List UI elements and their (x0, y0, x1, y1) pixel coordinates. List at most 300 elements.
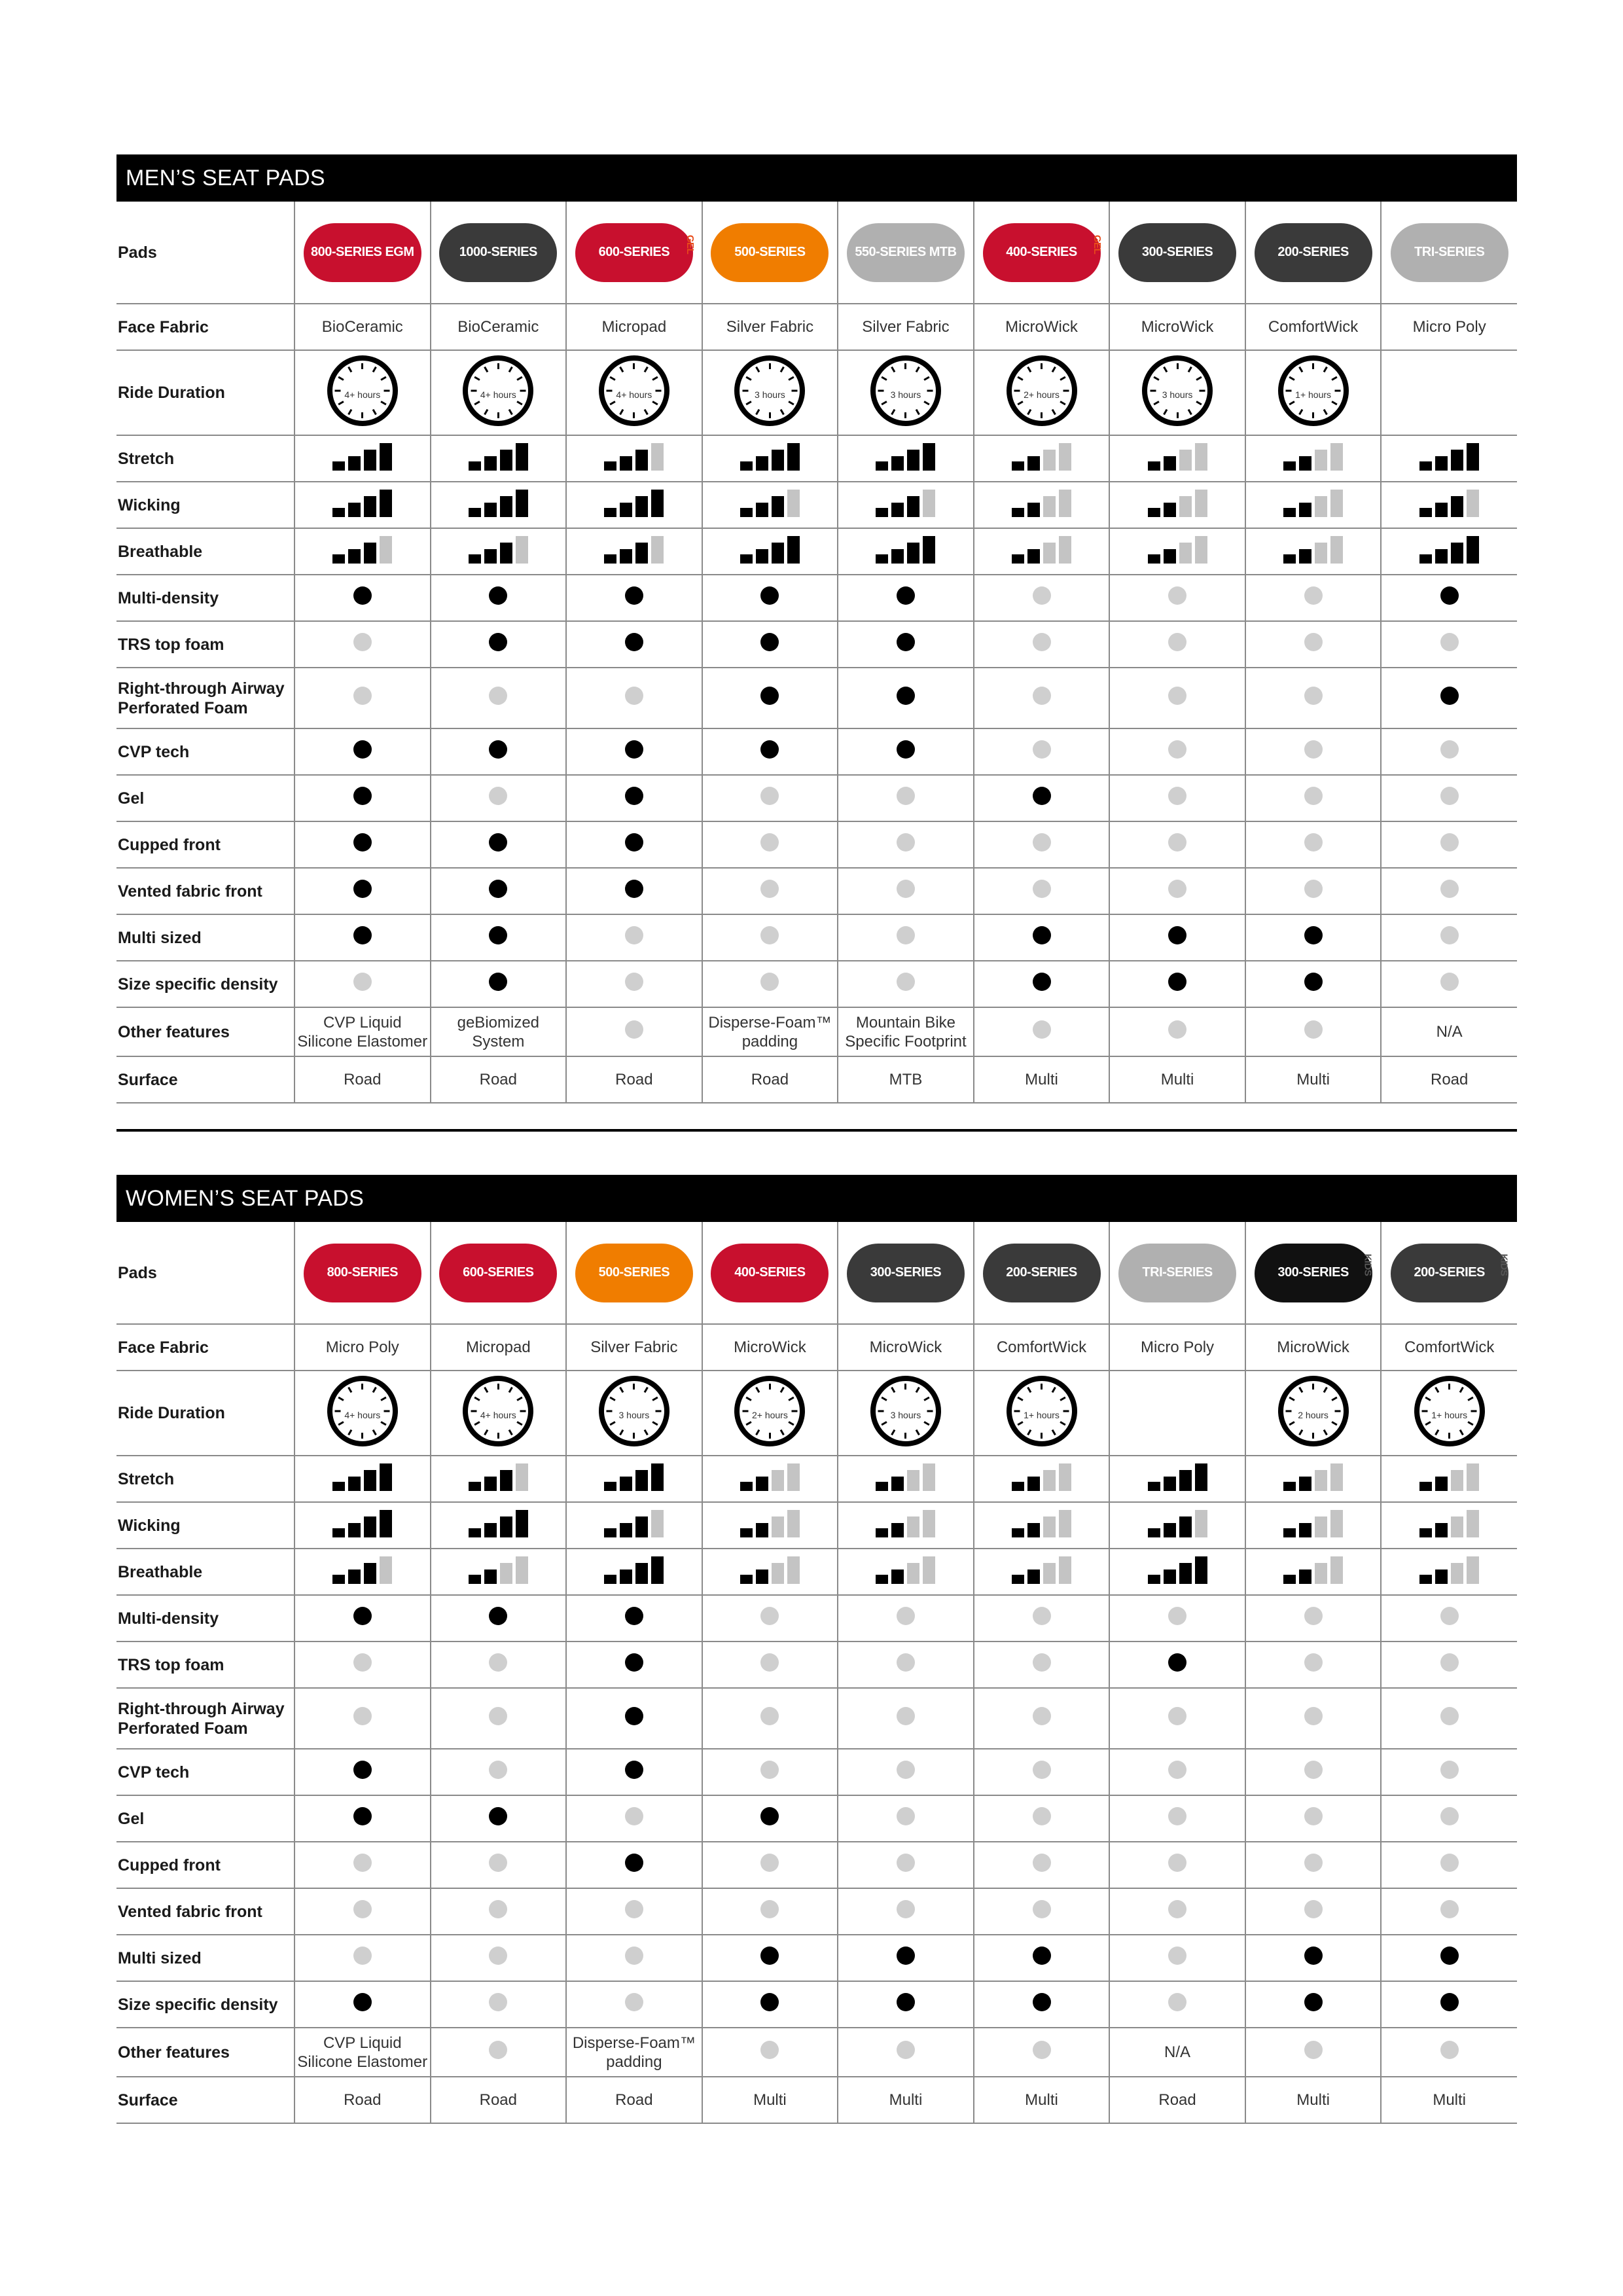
cell (1109, 775, 1245, 821)
feature-no-dot (1168, 1761, 1186, 1779)
row-trs-top-foam (116, 1641, 1517, 1688)
clock-tick (891, 366, 896, 372)
clock-tick (497, 412, 499, 418)
rating-bar (787, 536, 800, 564)
ride-duration-text: 3 hours (755, 389, 785, 400)
feature-yes-dot (897, 633, 915, 651)
clock-tick (348, 408, 352, 414)
feature-no-dot (1304, 1900, 1323, 1918)
cell (838, 961, 974, 1007)
rating-bar (635, 1516, 648, 1537)
cell (974, 1641, 1110, 1688)
rating-bar (1012, 554, 1024, 564)
rating-bar (876, 1528, 888, 1537)
feature-no-dot (1440, 2041, 1459, 2059)
cell (1381, 1007, 1517, 1056)
rating-bar (1299, 1570, 1311, 1584)
feature-no-dot (1168, 740, 1186, 759)
feature-no-dot (1304, 1020, 1323, 1039)
cell (294, 435, 431, 482)
clock-tick (1425, 1396, 1431, 1401)
feature-no-dot (760, 1707, 779, 1725)
feature-yes-dot (489, 926, 507, 944)
feature-yes-dot (625, 1607, 643, 1625)
cell (1381, 775, 1517, 821)
rating-bar (620, 1570, 632, 1584)
cell (1245, 961, 1382, 1007)
ride-duration-value (604, 386, 664, 404)
rating-bar (604, 508, 616, 517)
feature-no-dot (1440, 833, 1459, 852)
cell (431, 961, 567, 1007)
rating-bar (1148, 1575, 1160, 1584)
row-breathable (116, 1549, 1517, 1595)
cell (1245, 1795, 1382, 1842)
seat-pad-image (1118, 1244, 1236, 1302)
cell (974, 1056, 1110, 1103)
stretch-rating-bars (740, 1462, 800, 1491)
ride-duration-value (876, 386, 936, 404)
wicking-rating-bars (740, 488, 800, 517)
clock-tick (652, 1396, 658, 1401)
row-label (116, 575, 294, 621)
surface-value: Multi (1296, 2091, 1330, 2109)
clock-tick (1435, 1386, 1439, 1392)
rating-bar (500, 1470, 512, 1491)
cell (838, 1502, 974, 1549)
cell (1109, 1222, 1245, 1324)
clock-tick (1027, 408, 1031, 414)
seat-pad-image (847, 223, 965, 282)
cell (431, 1007, 567, 1056)
cell (838, 1056, 974, 1103)
feature-yes-dot (489, 740, 507, 759)
cell (1381, 821, 1517, 868)
clock-tick (1312, 412, 1314, 418)
feature-no-dot (625, 973, 643, 991)
feature-no-dot (1033, 740, 1051, 759)
feature-no-dot (1168, 1707, 1186, 1725)
mens-comparison-table (116, 202, 1517, 1103)
cell (566, 821, 702, 868)
ride-duration-text: 2+ hours (751, 1409, 788, 1420)
clock-tick (361, 363, 363, 369)
feature-yes-dot (489, 833, 507, 852)
clock-tick (381, 376, 387, 380)
rating-bar (891, 456, 904, 471)
cell (974, 821, 1110, 868)
feature-yes-dot (1440, 687, 1459, 705)
feature-yes-dot (897, 740, 915, 759)
cell (431, 1641, 567, 1688)
rating-bar (1059, 1556, 1071, 1584)
clock-tick (1298, 366, 1303, 372)
clock-tick (361, 1384, 363, 1390)
cell (702, 821, 838, 868)
row-label-text: Stretch (118, 1469, 175, 1488)
cell (566, 621, 702, 668)
feature-no-dot (1033, 1807, 1051, 1825)
rating-bar (923, 1556, 935, 1584)
clock-tick (338, 1396, 344, 1401)
cell (1381, 1749, 1517, 1795)
cell (702, 528, 838, 575)
breathable-rating-bars (469, 535, 528, 564)
rating-bar (604, 1482, 616, 1491)
pad-series-label: TRI-SERIES (1142, 1265, 1213, 1280)
cell (1245, 202, 1382, 304)
rating-bar (469, 461, 481, 471)
cell (431, 1981, 567, 2028)
clock-tick (633, 1384, 635, 1390)
cell (974, 2077, 1110, 2123)
cell (702, 575, 838, 621)
cell (1109, 528, 1245, 575)
feature-no-dot (489, 1653, 507, 1672)
rating-bar (1179, 496, 1192, 517)
rating-bar (772, 496, 784, 517)
rating-bar (1315, 450, 1327, 471)
rating-bar (484, 1570, 497, 1584)
surface-value: Road (479, 2091, 517, 2109)
rating-bar (651, 490, 664, 517)
rating-bar (1451, 450, 1463, 471)
clock-tick (924, 1396, 930, 1401)
feature-yes-dot (1168, 926, 1186, 944)
cell (1245, 1842, 1382, 1888)
cell (566, 1795, 702, 1842)
wicking-rating-bars (1283, 488, 1343, 517)
feature-no-dot (1168, 633, 1186, 651)
rating-bar (635, 496, 648, 517)
rating-bar (348, 1477, 361, 1491)
row-other-features (116, 1007, 1517, 1056)
other-features-text: Disperse-Foam™ (708, 1013, 832, 1031)
clock-tick (891, 1429, 896, 1435)
cell (1245, 482, 1382, 528)
cell (566, 961, 702, 1007)
feature-no-dot (1168, 1854, 1186, 1872)
cell (1109, 1935, 1245, 1981)
feature-no-dot (1304, 787, 1323, 805)
row-label-text: Surface (118, 2090, 178, 2109)
clock-tick (1052, 366, 1056, 372)
pad-series-label: 200-SERIES (1006, 1265, 1077, 1280)
cell (1109, 304, 1245, 350)
cell (294, 482, 431, 528)
feature-no-dot (1168, 880, 1186, 898)
breathable-rating-bars (1148, 1555, 1207, 1584)
cell (566, 1371, 702, 1456)
feature-yes-dot (625, 586, 643, 605)
row-label-text: Face Fabric (118, 1338, 209, 1357)
surface-value: Multi (1025, 2091, 1058, 2109)
row-face-fabric (116, 304, 1517, 350)
clock-tick (474, 1396, 480, 1401)
stretch-rating-bars (1283, 1462, 1343, 1491)
cell (974, 1502, 1110, 1549)
seat-pad-image (575, 223, 696, 282)
cell (974, 575, 1110, 621)
rating-bar (891, 1570, 904, 1584)
cell (702, 1056, 838, 1103)
cell (838, 1456, 974, 1502)
cell (1381, 1795, 1517, 1842)
breathable-rating-bars (332, 535, 392, 564)
rating-bar (380, 536, 392, 564)
clock-tick (769, 363, 771, 369)
rating-bar (756, 1523, 768, 1537)
rating-bar (1283, 554, 1296, 564)
seat-pad-image (847, 1244, 965, 1302)
clock-icon (599, 1376, 669, 1446)
other-features-text: N/A (1164, 2043, 1191, 2061)
rating-bar (1043, 450, 1056, 471)
feature-yes-dot (760, 740, 779, 759)
clock-tick (474, 376, 480, 380)
cell (702, 728, 838, 775)
clock-tick (755, 408, 760, 414)
cell (566, 1549, 702, 1595)
clock-tick (755, 366, 760, 372)
face-fabric-value: BioCeramic (457, 318, 539, 336)
rating-bar (1451, 1516, 1463, 1537)
rating-bar (620, 549, 632, 564)
rating-bar (1195, 1556, 1207, 1584)
row-label-text: Perforated Foam (118, 1719, 248, 1738)
rating-bar (1012, 508, 1024, 517)
rating-bar (348, 549, 361, 564)
rating-bar (1299, 1477, 1311, 1491)
cell (974, 775, 1110, 821)
rating-bar (1330, 490, 1343, 517)
cell (566, 2028, 702, 2077)
clock-tick (633, 1433, 635, 1439)
clock-tick (1323, 366, 1328, 372)
row-gel (116, 1795, 1517, 1842)
feature-no-dot (489, 1761, 507, 1779)
surface-value: Road (1431, 1071, 1469, 1088)
womens-seat-pads-section (116, 1175, 1517, 2124)
clock-tick (620, 1386, 624, 1392)
stretch-rating-bars (1283, 442, 1343, 471)
rating-bar (635, 1563, 648, 1584)
rating-bar (484, 549, 497, 564)
rating-bar (469, 554, 481, 564)
rating-bar (516, 1510, 528, 1537)
cell (294, 575, 431, 621)
feature-yes-dot (760, 1946, 779, 1965)
clock-icon (463, 1376, 533, 1446)
rating-bar (516, 443, 528, 471)
clock-tick (1041, 363, 1043, 369)
row-size-specific-density (116, 1981, 1517, 2028)
cell (1245, 1888, 1382, 1935)
row-label-text: CVP tech (118, 1763, 190, 1782)
feature-no-dot (1304, 586, 1323, 605)
rating-bar (923, 1463, 935, 1491)
cell (294, 1056, 431, 1103)
ride-duration-text: 4+ hours (616, 389, 652, 400)
clock-tick (1289, 376, 1294, 380)
rating-bar (891, 503, 904, 517)
cell (974, 1371, 1110, 1456)
cell (838, 435, 974, 482)
rating-bar (484, 456, 497, 471)
cell (838, 1549, 974, 1595)
breathable-rating-bars (1012, 1555, 1071, 1584)
row-wicking (116, 482, 1517, 528)
feature-yes-dot (1033, 926, 1051, 944)
rating-bar (1299, 549, 1311, 564)
feature-yes-dot (760, 1807, 779, 1825)
rating-bar (1148, 554, 1160, 564)
cell (702, 914, 838, 961)
rating-bar (772, 1516, 784, 1537)
mens-section-title: MEN’S SEAT PADS (116, 154, 1517, 202)
rating-bar (772, 450, 784, 471)
feature-no-dot (1168, 687, 1186, 705)
surface-value: Road (344, 1071, 382, 1088)
cell (702, 1456, 838, 1502)
cell (838, 1222, 974, 1324)
rating-bar (756, 456, 768, 471)
rating-bar (1164, 1570, 1176, 1584)
rating-bar (1467, 443, 1479, 471)
clock-tick (916, 1429, 920, 1435)
surface-value: Road (751, 1071, 789, 1088)
breathable-rating-bars (604, 1555, 664, 1584)
row-surface (116, 2077, 1517, 2123)
seat-pad-image (304, 223, 421, 282)
clock-tick (1323, 408, 1328, 414)
ride-duration-value (740, 386, 800, 404)
cell (294, 868, 431, 914)
cell (838, 1749, 974, 1795)
rating-bar (1451, 1563, 1463, 1584)
clock-tick (1459, 1429, 1464, 1435)
cell (566, 1641, 702, 1688)
cell (431, 668, 567, 728)
cell (1381, 621, 1517, 668)
feature-no-dot (897, 2041, 915, 2059)
rating-bar (1283, 1528, 1296, 1537)
ride-duration-text: 3 hours (1162, 389, 1193, 400)
rating-bar (787, 490, 800, 517)
clock-icon (1278, 1376, 1349, 1446)
cell (838, 350, 974, 435)
feature-yes-dot (625, 787, 643, 805)
feature-no-dot (760, 926, 779, 944)
cell (1381, 350, 1517, 435)
clock-icon (1007, 1376, 1077, 1446)
rating-bar (876, 508, 888, 517)
feature-no-dot (1168, 833, 1186, 852)
rating-bar (907, 1516, 919, 1537)
rating-bar (364, 450, 376, 471)
clock-icon (1278, 355, 1349, 426)
clock-icon (327, 355, 398, 426)
clock-icon (870, 355, 941, 426)
row-label (116, 350, 294, 435)
row-label-text: Vented fabric front (118, 882, 262, 901)
ride-duration-text: 2+ hours (1024, 389, 1060, 400)
feature-no-dot (1033, 880, 1051, 898)
clock-icon (870, 1376, 941, 1446)
ride-duration-value (332, 386, 393, 404)
cell (1381, 1688, 1517, 1749)
rating-bar (469, 508, 481, 517)
cell (1381, 1842, 1517, 1888)
cell (702, 2077, 838, 2123)
cell (1245, 868, 1382, 914)
cell (1245, 1549, 1382, 1595)
rating-bar (787, 1463, 800, 1491)
feature-yes-dot (625, 1707, 643, 1725)
cell (1245, 1749, 1382, 1795)
clock-tick (497, 1433, 499, 1439)
cell (974, 1222, 1110, 1324)
rating-bar (891, 1523, 904, 1537)
feature-yes-dot (489, 973, 507, 991)
row-label-text: Pads (118, 1263, 157, 1282)
row-pads (116, 202, 1517, 304)
wicking-rating-bars (469, 1509, 528, 1537)
cell (566, 1935, 702, 1981)
row-label (116, 1641, 294, 1688)
feature-no-dot (897, 1707, 915, 1725)
rating-bar (1043, 1516, 1056, 1537)
clock-icon (1414, 1376, 1485, 1446)
rating-bar (332, 508, 345, 517)
cell (974, 1749, 1110, 1795)
face-fabric-value: MicroWick (734, 1338, 806, 1356)
cell (702, 1549, 838, 1595)
clock-icon (463, 355, 533, 426)
rating-bar (620, 1477, 632, 1491)
face-fabric-value: Silver Fabric (726, 318, 814, 336)
cell (566, 668, 702, 728)
rating-bar (516, 490, 528, 517)
row-ride-duration (116, 350, 1517, 435)
surface-value: MTB (889, 1071, 923, 1088)
rating-bar (364, 1563, 376, 1584)
rating-bar (332, 1575, 345, 1584)
rating-bar (1419, 1482, 1432, 1491)
cell (294, 2077, 431, 2123)
cell (1245, 1222, 1382, 1324)
other-features-text: geBiomized (457, 1013, 540, 1031)
pad-series-label: 600-SERIES (598, 245, 670, 259)
cell (1381, 1056, 1517, 1103)
cell (974, 1935, 1110, 1981)
clock-tick (361, 412, 363, 418)
rating-bar (756, 1570, 768, 1584)
cell (294, 304, 431, 350)
feature-no-dot (1304, 1854, 1323, 1872)
row-label-text: Multi sized (118, 928, 202, 947)
cell (294, 1456, 431, 1502)
feature-no-dot (1304, 833, 1323, 852)
clock-tick (1017, 376, 1023, 380)
row-surface (116, 1056, 1517, 1103)
cell (974, 1795, 1110, 1842)
feature-no-dot (1033, 586, 1051, 605)
rating-bar (348, 503, 361, 517)
wicking-rating-bars (1012, 488, 1071, 517)
clock-tick (1298, 408, 1303, 414)
breathable-rating-bars (1148, 535, 1207, 564)
